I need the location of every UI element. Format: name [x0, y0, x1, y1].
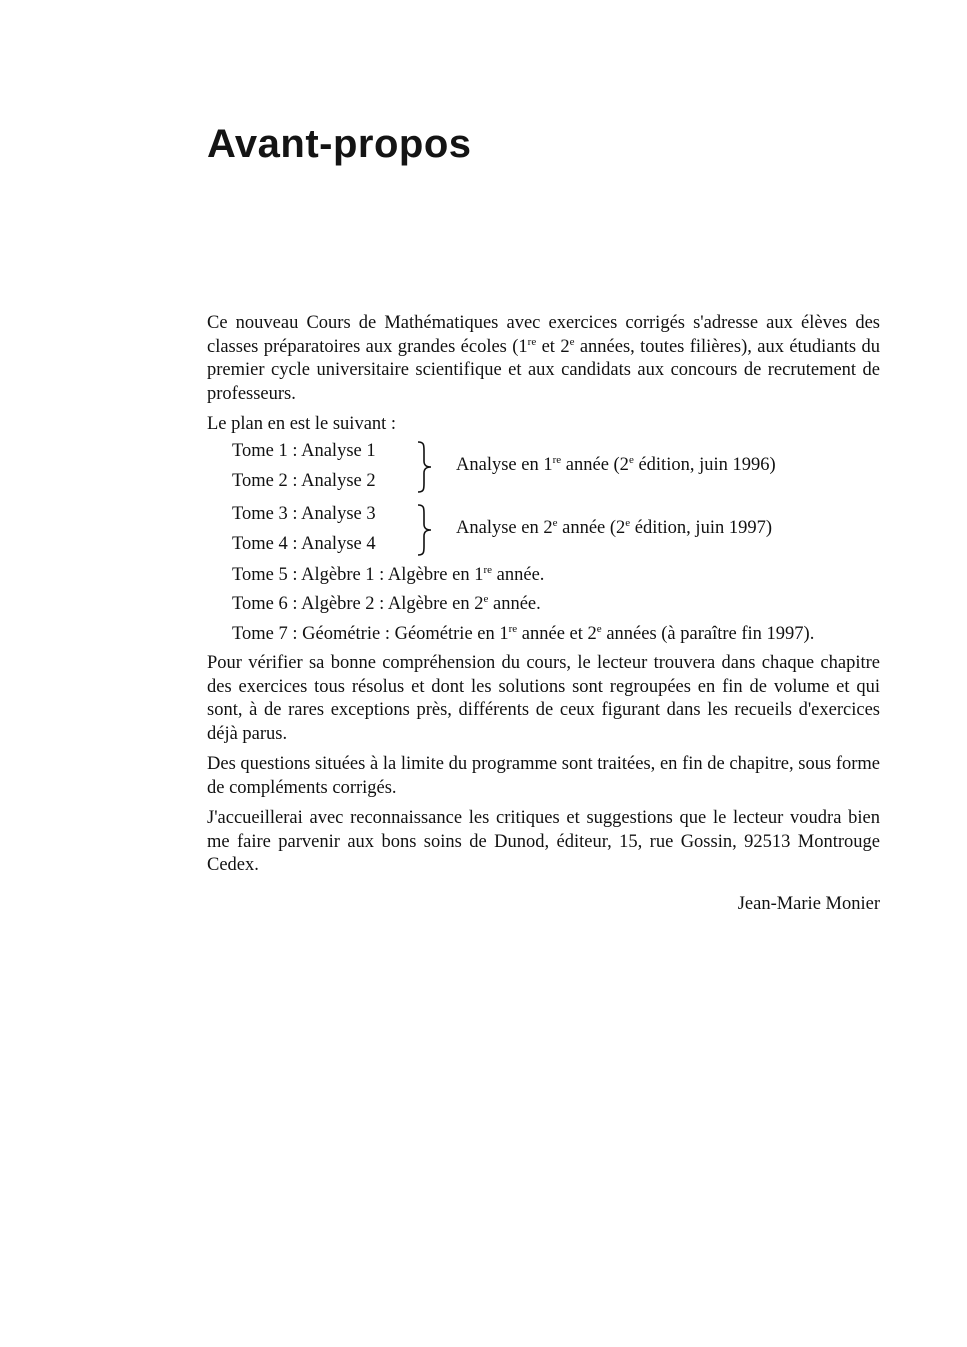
- g1-sup-1: re: [552, 453, 562, 466]
- preface-body: [207, 312, 880, 916]
- plan-label: Le plan en est le suivant :: [207, 414, 397, 434]
- tome-3-line: Tome 3 : Analyse 3: [232, 503, 376, 524]
- t6-text-1: Tome 6 : Algèbre 2 : Algèbre en 2: [232, 594, 484, 614]
- t5-text-2: année.: [492, 564, 545, 585]
- g1-desc-2: année (2: [561, 454, 629, 475]
- intro-sup-2: e: [569, 335, 575, 348]
- tome-1-line: Tome 1 : Analyse 1: [232, 440, 376, 461]
- intro-paragraph: [207, 312, 880, 406]
- tome-4-line: Tome 4 : Analyse 4: [232, 533, 376, 554]
- tome-5-line: [232, 564, 880, 588]
- t7-text-2: année et 2: [517, 623, 597, 644]
- g1-sup-2: e: [628, 453, 634, 466]
- intro-text-2: et 2: [536, 336, 570, 357]
- right-brace-icon: [414, 441, 436, 493]
- t6-sup-1: e: [483, 593, 489, 605]
- feedback-paragraph: J'accueillerai avec reconnaissance les critiques et suggestions que le lecteur voudra bien me faire parvenir aux bons soins de Dunod, éditeur, 15, rue Gossin, 92513 Montrouge Cedex.: [207, 808, 880, 875]
- right-brace-icon: [414, 504, 436, 556]
- g1-desc-1: Analyse en 1: [456, 454, 553, 475]
- t5-sup-1: re: [483, 563, 493, 576]
- page-title: Avant-propos: [207, 122, 472, 166]
- g2-sup-1: e: [552, 516, 558, 529]
- g1-desc-3: édition, juin 1996): [633, 454, 776, 475]
- verify-paragraph: Pour vérifier sa bonne compréhension du cours, le lecteur trouvera dans chaque chapitre des exercices tous résolus et dont les solutions sont regroupées en fin de volume et qui sont, à de rares exceptions près, différents de ceux figurant dans les recueils d'exercices déjà parus.: [207, 653, 880, 744]
- t7-text-3: années (à paraître fin 1997).: [601, 623, 815, 644]
- tome-group-analyse-2e: [232, 500, 880, 560]
- g2-sup-2: e: [625, 516, 631, 529]
- t7-sup-1: re: [508, 622, 518, 635]
- author-signature: Jean-Marie Monier: [737, 893, 880, 914]
- g2-desc-2: année (2: [557, 517, 626, 538]
- t5-text-1: Tome 5 : Algèbre 1 : Algèbre en 1: [232, 564, 484, 585]
- intro-text-3: années, toutes filières), aux étudiants du premier cycle universitaire scientifique et aux candidats aux concours de recrutement de professeurs.: [207, 336, 880, 404]
- intro-sup-1: re: [527, 335, 537, 348]
- g2-desc-3: édition, juin 1997): [630, 517, 772, 538]
- intro-text-1: Ce nouveau Cours de Mathématiques avec exercices corrigés s'adresse aux élèves des classes préparatoires aux grandes écoles (1: [207, 313, 880, 357]
- group-1-description: [456, 454, 776, 478]
- t6-text-2: année.: [488, 594, 541, 614]
- tome-7-line: [232, 623, 880, 647]
- tome-6-line: [232, 593, 880, 617]
- g2-desc-1: Analyse en 2: [456, 517, 553, 538]
- t7-sup-2: e: [596, 622, 602, 635]
- t7-text-1: Tome 7 : Géométrie : Géométrie en 1: [232, 623, 509, 644]
- tome-2-line: Tome 2 : Analyse 2: [232, 470, 376, 491]
- tome-group-analyse-1re: [232, 437, 880, 497]
- group-2-description: [456, 517, 772, 541]
- questions-paragraph: Des questions situées à la limite du programme sont traitées, en fin de chapitre, sous forme de compléments corrigés.: [207, 754, 880, 798]
